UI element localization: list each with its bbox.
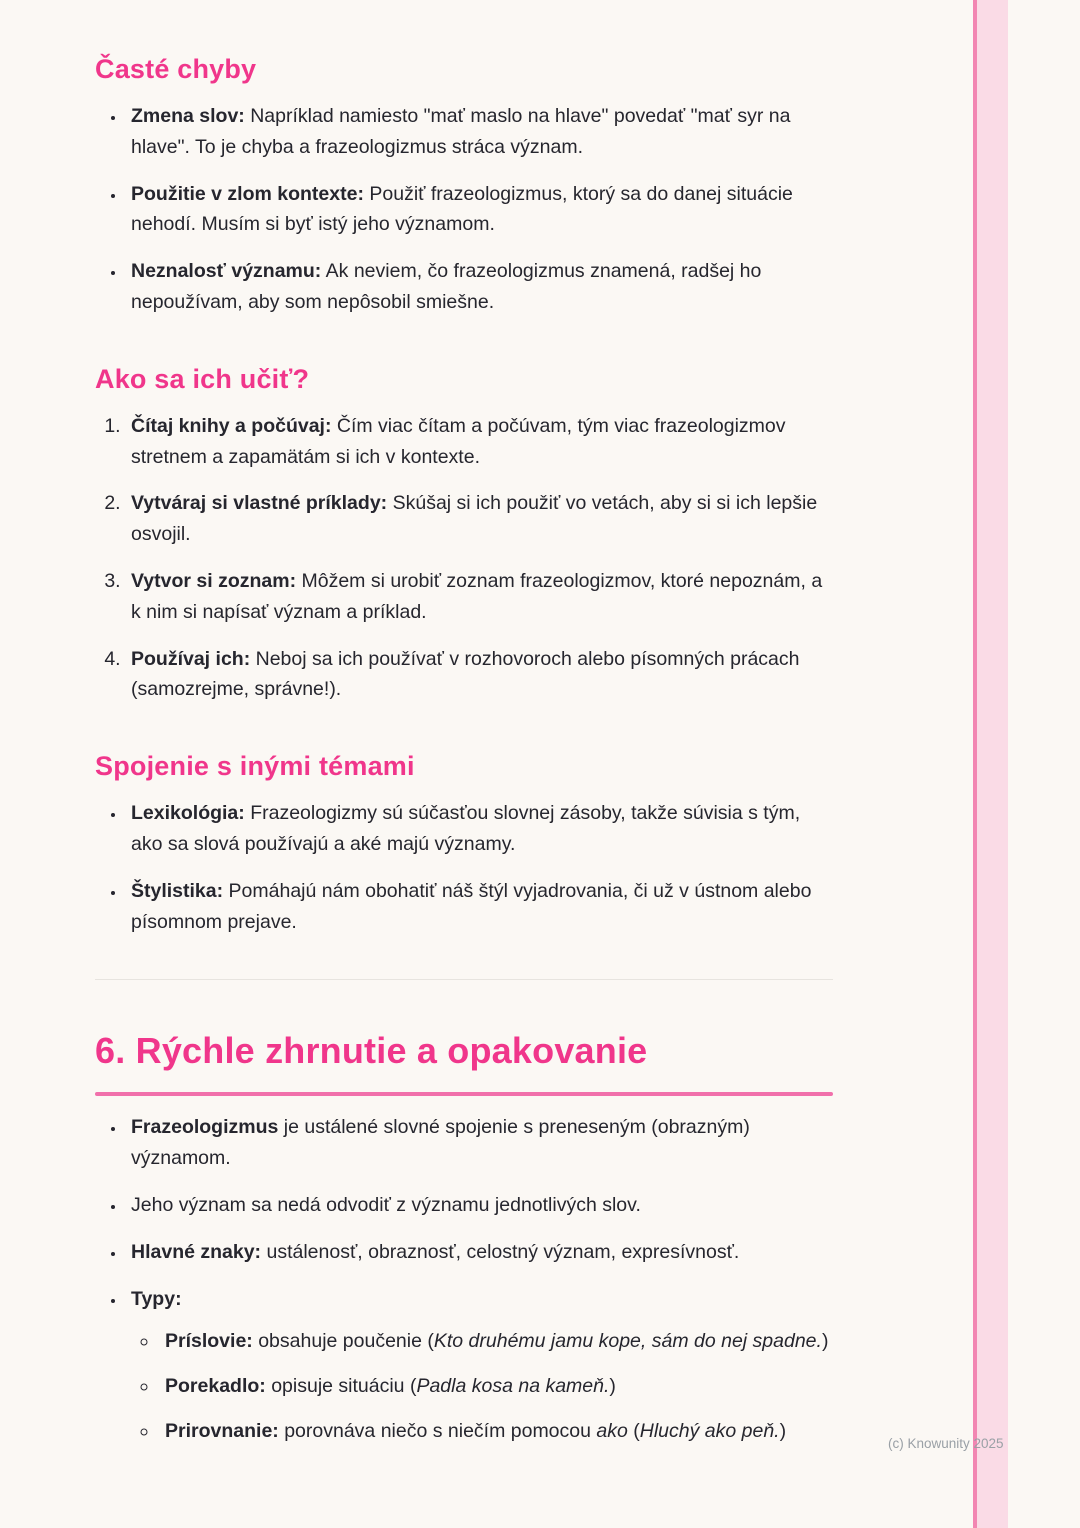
list-item bbox=[126, 256, 833, 318]
term-bold: Porekadlo: bbox=[165, 1375, 266, 1398]
list-item bbox=[126, 566, 833, 628]
term-bold: Hlavné znaky: bbox=[131, 1240, 262, 1263]
body-text: Pomáhajú nám obohatiť náš štýl vyjadrovania, či už v ústnom alebo písomnom prejave. bbox=[131, 879, 812, 933]
term-bold: Neznalosť významu: bbox=[131, 260, 322, 283]
body-text: Jeho význam sa nedá odvodiť z významu jednotlivých slov. bbox=[131, 1193, 641, 1216]
body-text: opisuje situáciu ( bbox=[265, 1375, 417, 1398]
body-text: Skúšaj si ich použiť vo vetách, aby si si ich lepšie osvojil. bbox=[131, 492, 818, 546]
body-text: Napríklad namiesto "mať maslo na hlave" povedať "mať syr na hlave". To je chyba a frazeologizmus stráca význam. bbox=[131, 105, 791, 158]
list-item bbox=[126, 644, 833, 706]
note-content bbox=[95, 40, 833, 1463]
example-italic: Padla kosa na kameň. bbox=[416, 1375, 610, 1398]
term-bold: Frazeologizmus bbox=[131, 1116, 279, 1139]
sub-list-item bbox=[159, 1326, 833, 1357]
body-text: ) bbox=[821, 1330, 829, 1353]
term-bold: Štylistika: bbox=[131, 879, 224, 902]
body-text: obsahuje poučenie ( bbox=[252, 1330, 434, 1353]
section-list-spojenie-s-inymi-temami bbox=[95, 798, 833, 937]
section-heading-ako-sa-ich-ucit: Ako sa ich učiť? bbox=[95, 363, 310, 394]
body-text: Môžem si urobiť zoznam frazeologizmov, ktoré nepoznám, a k nim si napísať význam a príklad. bbox=[131, 569, 823, 623]
term-bold: Lexikológia: bbox=[131, 802, 245, 825]
example-italic: ako bbox=[596, 1419, 628, 1442]
example-italic: Hluchý ako peň. bbox=[639, 1419, 780, 1442]
body-text: porovnáva niečo s niečím pomocou bbox=[278, 1419, 597, 1442]
sub-list bbox=[131, 1326, 833, 1446]
list-item bbox=[126, 798, 833, 860]
body-text: je ustálené slovné spojenie s preneseným (obrazným) významom. bbox=[131, 1116, 750, 1170]
list-item bbox=[126, 411, 833, 473]
page-margin-accent-line bbox=[973, 0, 977, 1528]
body-text: ustálenosť, obraznosť, celostný význam, expresívnosť. bbox=[261, 1240, 740, 1263]
list-item bbox=[126, 1237, 833, 1268]
term-bold: Príslovie: bbox=[165, 1330, 253, 1353]
section-heading-spojenie-s-inymi-temami: Spojenie s inými témami bbox=[95, 751, 415, 782]
sub-list-item bbox=[159, 1416, 833, 1447]
section-heading-rychle-zhrnutie: 6. Rýchle zhrnutie a opakovanie bbox=[95, 1030, 648, 1072]
term-bold: Čítaj knihy a počúvaj: bbox=[131, 414, 332, 437]
section-list-caste-chyby bbox=[95, 101, 833, 318]
body-text: Ak neviem, čo frazeologizmus znamená, radšej ho nepoužívam, aby som nepôsobil smiešne. bbox=[131, 260, 762, 313]
page-margin-stripe bbox=[977, 0, 1008, 1528]
example-italic: Kto druhému jamu kope, sám do nej spadne. bbox=[433, 1330, 822, 1353]
term-bold: Používaj ich: bbox=[131, 647, 251, 670]
sub-list-item bbox=[159, 1371, 833, 1402]
section-divider bbox=[95, 979, 833, 980]
term-bold: Typy: bbox=[131, 1287, 182, 1310]
list-item bbox=[126, 876, 833, 938]
body-text: Neboj sa ich používať v rozhovoroch alebo písomných prácach (samozrejme, správne!). bbox=[131, 647, 800, 701]
heading-underline bbox=[95, 1092, 833, 1096]
list-item bbox=[126, 1190, 833, 1221]
term-bold: Prirovnanie: bbox=[165, 1419, 279, 1442]
section-list-rychle-zhrnutie bbox=[95, 1112, 833, 1446]
body-text: Čím viac čítam a počúvam, tým viac frazeologizmov stretnem a zapamätám si ich v kontexte. bbox=[131, 414, 786, 468]
section-list-ako-sa-ich-ucit bbox=[95, 411, 833, 705]
list-item bbox=[126, 179, 833, 241]
list-item bbox=[126, 1284, 833, 1447]
term-bold: Vytvor si zoznam: bbox=[131, 569, 297, 592]
list-item bbox=[126, 488, 833, 550]
copyright-credit: (c) Knowunity 2025 bbox=[888, 1436, 1004, 1451]
body-text: ) bbox=[779, 1419, 787, 1442]
list-item bbox=[126, 1112, 833, 1174]
body-text: Použiť frazeologizmus, ktorý sa do danej situácie nehodí. Musím si byť istý jeho významom. bbox=[131, 182, 793, 236]
section-heading-caste-chyby: Časté chyby bbox=[95, 54, 257, 84]
term-bold: Použitie v zlom kontexte: bbox=[131, 182, 364, 205]
term-bold: Zmena slov: bbox=[131, 105, 245, 127]
body-text: ( bbox=[627, 1419, 640, 1442]
body-text: Frazeologizmy sú súčasťou slovnej zásoby, takže súvisia s tým, ako sa slová používajú a aké majú významy. bbox=[131, 802, 801, 855]
term-bold: Vytváraj si vlastné príklady: bbox=[131, 492, 388, 515]
list-item bbox=[126, 101, 833, 163]
body-text: ) bbox=[609, 1375, 616, 1398]
